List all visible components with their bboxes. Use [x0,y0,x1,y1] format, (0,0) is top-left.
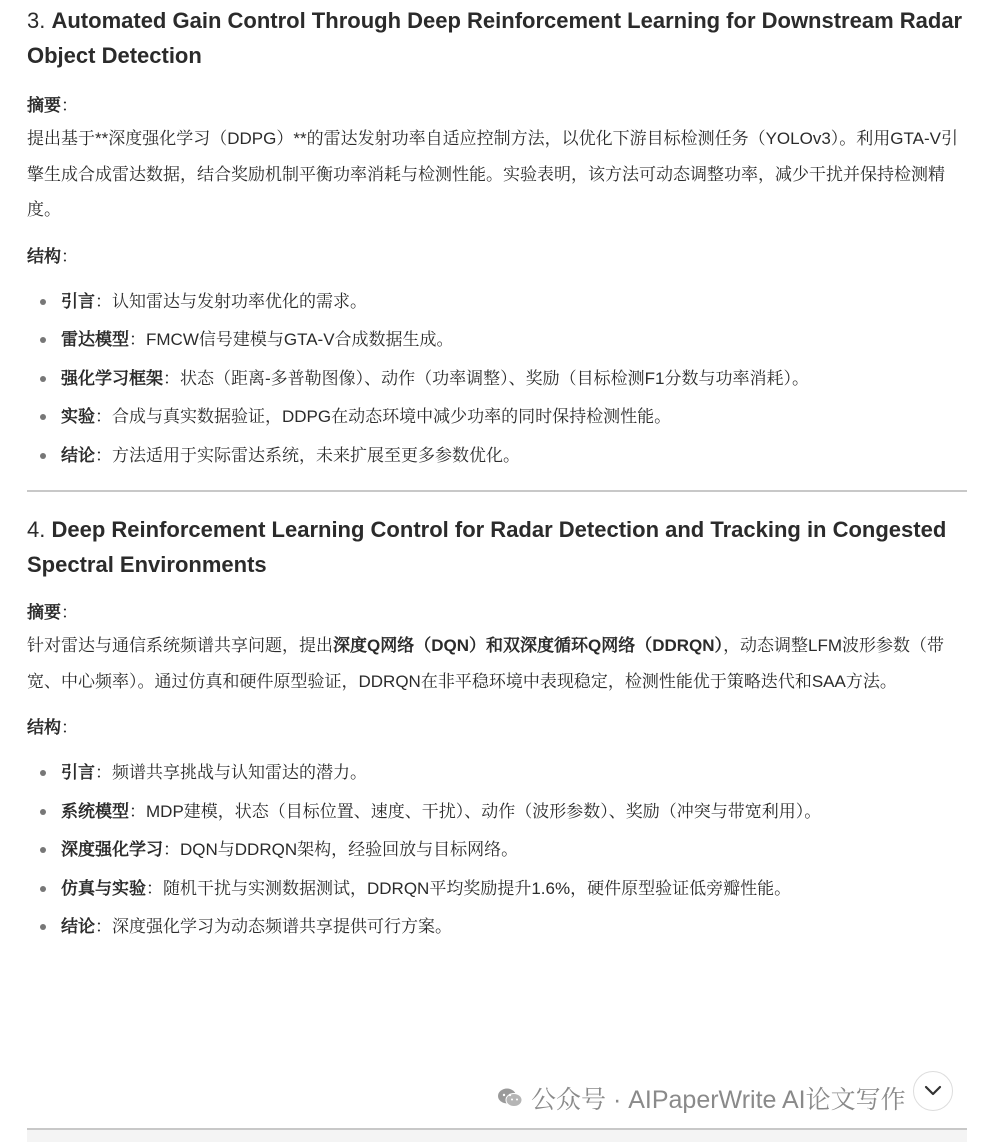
bullet-icon [40,376,46,382]
section-title [27,3,967,73]
list-item: 深度强化学习：DQN与DDRQN架构，经验回放与目标网络。 [27,832,967,868]
structure-list [27,755,967,945]
watermark [497,1080,906,1116]
bullet-icon [40,770,46,776]
scroll-down-button[interactable] [913,1071,953,1111]
bullet-icon [40,924,46,930]
list-item: 结论：深度强化学习为动态频谱共享提供可行方案。 [27,909,967,945]
list-item: 强化学习框架：状态（距离-多普勒图像）、动作（功率调整）、奖励（目标检测F1分数与功率消耗）。 [27,361,967,397]
article-content [27,0,967,948]
structure-label: 结构： [27,718,78,737]
list-item: 仿真与实验：随机干扰与实测数据测试，DDRQN平均奖励提升1.6%，硬件原型验证低旁瓣性能。 [27,871,967,907]
bullet-icon [40,886,46,892]
list-item: 引言：频谱共享挑战与认知雷达的潜力。 [27,755,967,791]
list-item: 实验：合成与真实数据验证，DDPG在动态环境中减少功率的同时保持检测性能。 [27,399,967,435]
bullet-icon [40,847,46,853]
chevron-down-icon [924,1085,942,1097]
bullet-icon [40,299,46,305]
abstract-text: 提出基于**深度强化学习（DDPG）**的雷达发射功率自适应控制方法，以优化下游目标检测任务（YOLOv3）。利用GTA-V引擎生成合成雷达数据，结合奖励机制平衡功率消耗与检测性能。实验表明，该方法可动态调整功率，减少干扰并保持检测精度。 [27,129,958,219]
section-number: 4. [27,517,46,542]
list-item: 结论：方法适用于实际雷达系统，未来扩展至更多参数优化。 [27,438,967,474]
bullet-icon [40,337,46,343]
watermark-text: 公众号 · AIPaperWrite AI论文写作 [531,1086,906,1114]
list-item: 引言：认知雷达与发射功率优化的需求。 [27,284,967,320]
abstract-label: 摘要： [27,96,78,115]
section-title-text: Automated Gain Control Through Deep Reinforcement Learning for Downstream Radar Object Detection [27,8,963,68]
section-title-text: Deep Reinforcement Learning Control for Radar Detection and Tracking in Congested Spectral Environments [27,517,947,577]
structure-label: 结构： [27,246,78,266]
section-number: 3. [27,8,46,33]
structure-list [27,284,967,474]
bullet-icon [40,809,46,815]
bullet-icon [40,414,46,420]
abstract-label: 摘要： [27,603,78,622]
list-item: 雷达模型：FMCW信号建模与GTA-V合成数据生成。 [27,322,967,358]
section-title [27,512,967,582]
list-item: 系统模型：MDP建模，状态（目标位置、速度、干扰）、动作（波形参数）、奖励（冲突与带宽利用）。 [27,794,967,830]
abstract-text: 针对雷达与通信系统频谱共享问题，提出深度Q网络（DQN）和双深度循环Q网络（DDRQN），动态调整LFM波形参数（带宽、中心频率）。通过仿真和硬件原型验证，DDRQN在非平稳环境中表现稳定，检测性能优于策略迭代和SAA方法。 [27,636,945,691]
wechat-icon [497,1087,523,1109]
bullet-icon [40,453,46,459]
